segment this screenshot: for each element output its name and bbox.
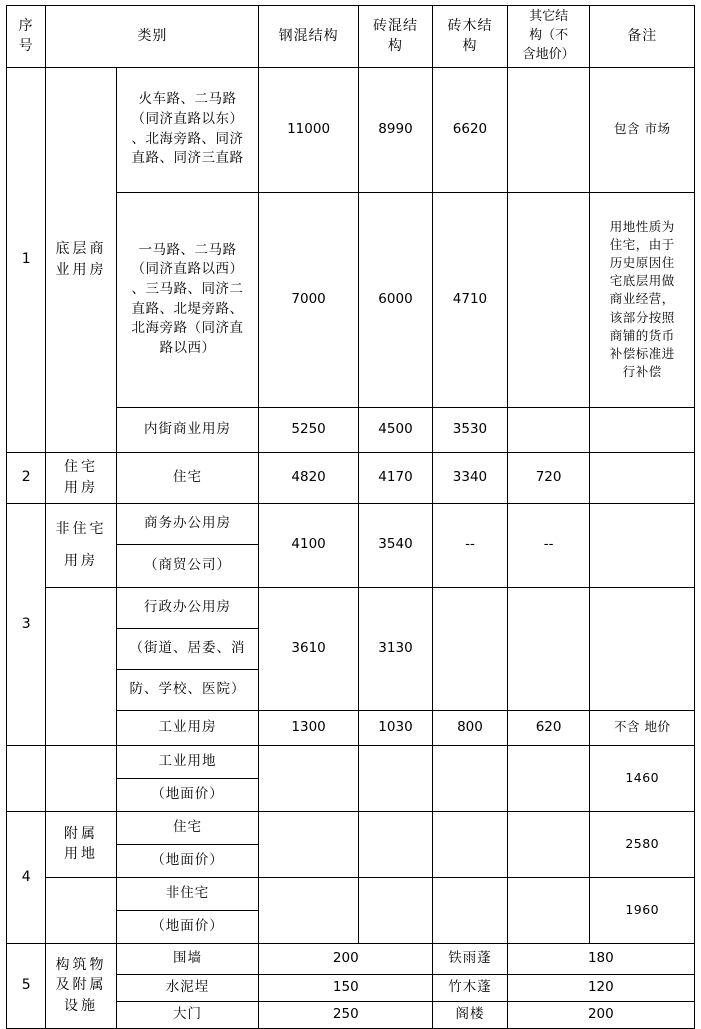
value-a: 200	[259, 943, 433, 974]
value-b: 120	[507, 974, 694, 1001]
value-zhuanhun	[358, 811, 432, 877]
value-zhuanhun: 4500	[358, 407, 432, 452]
value-gangxun: 7000	[259, 192, 358, 407]
table-row	[7, 811, 695, 844]
row-item-name: 防、学校、医院）	[116, 669, 259, 710]
header-other-line2: 构（不	[529, 27, 569, 43]
table-row	[7, 503, 695, 544]
value-gangxun: 4100	[259, 503, 358, 587]
row-category-blank	[46, 745, 116, 811]
row-seq-blank	[7, 745, 46, 811]
header-seq-line2: 号	[18, 38, 34, 55]
value-zhuanmu: 3530	[433, 407, 507, 452]
row-seq: 3	[7, 503, 46, 745]
header-zhuanhun	[358, 6, 432, 68]
row-item-name: （地面价）	[116, 778, 259, 811]
value-other: --	[507, 503, 590, 587]
value-zhuanmu	[433, 877, 507, 943]
header-zhuanmu-line1: 砖木结	[447, 17, 493, 34]
value-gangxun	[259, 877, 358, 943]
table-header-row	[7, 6, 695, 68]
value-other	[507, 811, 590, 877]
row-item-name: 住宅	[116, 811, 259, 844]
value-zhuanhun: 4170	[358, 452, 432, 503]
value-zhuanmu	[433, 745, 507, 811]
table-row	[7, 877, 695, 910]
row-category: 构筑物 及附属 设施	[46, 943, 116, 1028]
value-gangxun: 5250	[259, 407, 358, 452]
table-row	[7, 943, 695, 974]
row-seq: 5	[7, 943, 46, 1028]
compensation-table	[6, 5, 695, 1029]
value-remark: 1460	[590, 745, 695, 811]
value-other: 620	[507, 710, 590, 745]
value-gangxun: 11000	[259, 67, 358, 192]
value-other	[507, 67, 590, 192]
row-item-name: 工业用地	[116, 745, 259, 778]
value-a: 150	[259, 974, 433, 1001]
header-seq-line1: 序	[18, 17, 34, 34]
header-remark: 备注	[590, 6, 695, 68]
row-item-name: 住宅	[116, 452, 259, 503]
value-gangxun	[259, 811, 358, 877]
value-zhuanhun	[358, 877, 432, 943]
value-gangxun	[259, 745, 358, 811]
row-category-line2: 业用房	[55, 261, 107, 278]
row-item-name-b: 铁雨蓬	[433, 943, 507, 974]
row-item-name: 商务办公用房	[116, 503, 259, 544]
header-zhuanhun-line2: 构	[387, 38, 403, 55]
header-other-line3: 含地价）	[522, 46, 575, 62]
row-seq: 2	[7, 452, 46, 503]
header-category: 类别	[46, 6, 259, 68]
table-row	[7, 587, 695, 628]
row-item-name-a: 围墙	[116, 943, 259, 974]
row-item-name: （商贸公司）	[116, 544, 259, 587]
value-other	[507, 192, 590, 407]
value-zhuanmu: 800	[433, 710, 507, 745]
row-category: 住宅 用房	[46, 452, 116, 503]
row-item-name: 火车路、二马路 （同济直路以东） 、北海旁路、同济 直路、同济三直路	[116, 67, 259, 192]
row-item-name-b: 阁楼	[433, 1001, 507, 1028]
value-zhuanhun: 3130	[358, 587, 432, 710]
value-zhuanhun: 3540	[358, 503, 432, 587]
value-zhuanmu: 3340	[433, 452, 507, 503]
row-seq: 4	[7, 811, 46, 943]
row-category-blank	[46, 877, 116, 943]
value-zhuanhun: 1030	[358, 710, 432, 745]
value-a: 250	[259, 1001, 433, 1028]
value-gangxun: 3610	[259, 587, 358, 710]
value-other	[507, 407, 590, 452]
row-category: 非住宅 用房	[46, 503, 116, 587]
row-item-name: 工业用房	[116, 710, 259, 745]
value-zhuanhun	[358, 745, 432, 811]
value-other	[507, 587, 590, 710]
row-item-name-b: 竹木蓬	[433, 974, 507, 1001]
table-row	[7, 745, 695, 778]
value-gangxun: 1300	[259, 710, 358, 745]
value-b: 180	[507, 943, 694, 974]
row-item-name: 内街商业用房	[116, 407, 259, 452]
value-remark: 1960	[590, 877, 695, 943]
table-row	[7, 452, 695, 503]
header-zhuanmu	[433, 6, 507, 68]
value-remark	[590, 452, 695, 503]
value-zhuanhun: 8990	[358, 67, 432, 192]
value-zhuanmu	[433, 811, 507, 877]
header-gangxun: 钢混结构	[259, 6, 358, 68]
document-page	[0, 5, 701, 1022]
header-zhuanmu-line2: 构	[462, 38, 478, 55]
row-item-name-a: 水泥埕	[116, 974, 259, 1001]
value-remark: 用地性质为 住宅，由于 历史原因住 宅底层用做 商业经营， 该部分按照 商铺的货币 补偿标准进 行补偿	[590, 192, 695, 407]
value-other	[507, 745, 590, 811]
value-b: 200	[507, 1001, 694, 1028]
value-remark: 包含 市场	[590, 67, 695, 192]
header-other	[507, 6, 590, 68]
header-zhuanhun-line1: 砖混结	[372, 17, 418, 34]
value-remark: 2580	[590, 811, 695, 877]
value-remark	[590, 587, 695, 710]
value-zhuanmu: 4710	[433, 192, 507, 407]
value-other: 720	[507, 452, 590, 503]
value-gangxun: 4820	[259, 452, 358, 503]
row-item-name-a: 大门	[116, 1001, 259, 1028]
row-seq: 1	[7, 67, 46, 452]
row-category-line1: 底层商	[55, 241, 107, 258]
value-zhuanmu	[433, 587, 507, 710]
row-category-spacer	[46, 587, 116, 745]
row-item-name: 非住宅	[116, 877, 259, 910]
value-other	[507, 877, 590, 943]
row-item-name: 一马路、二马路 （同济直路以西） 、三马路、同济二 直路、北堤旁路、 北海旁路（同济直 路以西）	[116, 192, 259, 407]
row-category	[46, 67, 116, 452]
header-other-line1: 其它结	[529, 9, 569, 24]
row-item-name: （地面价）	[116, 844, 259, 877]
row-item-name: （地面价）	[116, 910, 259, 943]
value-remark	[590, 407, 695, 452]
value-remark	[590, 503, 695, 587]
header-seq	[7, 6, 46, 68]
value-zhuanmu: 6620	[433, 67, 507, 192]
value-zhuanmu: --	[433, 503, 507, 587]
row-item-name: （街道、居委、消	[116, 628, 259, 669]
row-item-name: 行政办公用房	[116, 587, 259, 628]
value-zhuanhun: 6000	[358, 192, 432, 407]
row-category: 附属 用地	[46, 811, 116, 877]
table-row	[7, 67, 695, 192]
value-remark: 不含 地价	[590, 710, 695, 745]
